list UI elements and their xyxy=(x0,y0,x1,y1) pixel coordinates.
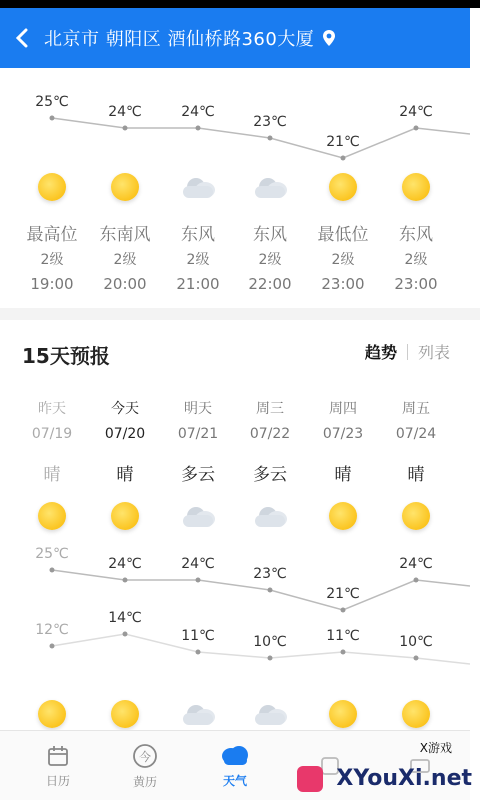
day-condition: 多云 xyxy=(168,460,228,485)
hourly-temp-point xyxy=(123,126,128,131)
day-name: 明天 xyxy=(168,398,228,418)
sun-icon xyxy=(402,173,430,201)
tab-calendar[interactable] xyxy=(13,731,103,801)
high-temp-point xyxy=(268,588,273,593)
sun-icon xyxy=(402,502,430,530)
hour-time: 22:00 xyxy=(240,275,300,293)
hourly-temp-point xyxy=(414,126,419,131)
hour-time: 21:00 xyxy=(168,275,228,293)
hourly-column[interactable] xyxy=(386,220,446,293)
high-temp-point xyxy=(196,578,201,583)
hourly-temp-line xyxy=(0,68,470,188)
sun-icon xyxy=(329,502,357,530)
low-temp-point xyxy=(341,650,346,655)
wind-level: 2级 xyxy=(313,249,373,269)
wind-level: 2级 xyxy=(386,249,446,269)
location-pin-icon[interactable] xyxy=(322,29,336,47)
day-condition: 晴 xyxy=(22,460,82,485)
sun-icon xyxy=(38,700,66,728)
wind-direction: 最低位 xyxy=(313,220,373,245)
hourly-temp-label: 23℃ xyxy=(253,114,287,130)
low-temp-label: 12℃ xyxy=(35,622,69,638)
cloud-icon xyxy=(253,701,287,727)
day-date: 07/22 xyxy=(240,426,300,442)
watermark xyxy=(297,766,472,792)
hour-time: 20:00 xyxy=(95,275,155,293)
sun-icon xyxy=(111,502,139,530)
toggle-trend[interactable]: 趋势 xyxy=(365,340,397,363)
toggle-list[interactable]: 列表 xyxy=(418,340,450,363)
hourly-column[interactable] xyxy=(22,220,82,293)
sun-icon xyxy=(329,173,357,201)
high-temp-point xyxy=(123,578,128,583)
forecast-temp-lines xyxy=(0,320,470,730)
high-temp-label: 25℃ xyxy=(35,546,69,562)
low-temp-point xyxy=(196,650,201,655)
low-temp-label: 11℃ xyxy=(326,628,360,644)
low-temp-point xyxy=(50,644,55,649)
svg-text:今: 今 xyxy=(139,749,151,764)
hour-time: 23:00 xyxy=(313,275,373,293)
wind-level: 2级 xyxy=(95,249,155,269)
wind-direction: 东南风 xyxy=(95,220,155,245)
wind-direction: 东风 xyxy=(168,220,228,245)
day-condition: 晴 xyxy=(95,460,155,485)
back-button[interactable] xyxy=(0,8,44,68)
day-name: 今天 xyxy=(95,398,155,418)
sun-icon xyxy=(111,173,139,201)
wind-level: 2级 xyxy=(168,249,228,269)
watermark-logo-icon xyxy=(297,766,323,792)
hour-time: 19:00 xyxy=(22,275,82,293)
day-date: 07/23 xyxy=(313,426,373,442)
cloud-icon xyxy=(253,503,287,529)
tab-weather[interactable] xyxy=(190,731,280,801)
sun-icon xyxy=(38,502,66,530)
low-temp-label: 14℃ xyxy=(108,610,142,626)
day-name: 昨天 xyxy=(22,398,82,418)
tab-almanac[interactable] xyxy=(100,731,190,801)
high-temp-label: 24℃ xyxy=(399,556,433,572)
sun-icon xyxy=(111,700,139,728)
day-name: 周三 xyxy=(240,398,300,418)
tab-label: 天气 xyxy=(223,772,247,789)
hourly-temp-label: 25℃ xyxy=(35,94,69,110)
chevron-left-icon xyxy=(15,28,29,48)
cloud-icon xyxy=(181,503,215,529)
hourly-column[interactable] xyxy=(168,220,228,293)
low-temp-label: 10℃ xyxy=(253,634,287,650)
high-temp-point xyxy=(341,608,346,613)
wind-direction: 东风 xyxy=(386,220,446,245)
watermark-text: XYouXi.net xyxy=(336,766,472,791)
high-temp-point xyxy=(414,578,419,583)
hourly-temp-point xyxy=(268,136,273,141)
wind-direction: 最高位 xyxy=(22,220,82,245)
hourly-temp-label: 24℃ xyxy=(108,104,142,120)
high-temp-label: 24℃ xyxy=(181,556,215,572)
fifteen-day-forecast xyxy=(0,320,470,730)
location-header xyxy=(0,8,470,68)
day-date: 07/21 xyxy=(168,426,228,442)
location-title[interactable]: 北京市 朝阳区 酒仙桥路360大厦 xyxy=(44,25,314,51)
high-temp-point xyxy=(50,568,55,573)
day-date: 07/24 xyxy=(386,426,446,442)
low-temp-point xyxy=(123,632,128,637)
sun-icon xyxy=(38,173,66,201)
hourly-temp-label: 21℃ xyxy=(326,134,360,150)
section-title: 15天预报 xyxy=(22,340,110,369)
day-condition: 晴 xyxy=(386,460,446,485)
hourly-temp-label: 24℃ xyxy=(181,104,215,120)
day-name: 周五 xyxy=(386,398,446,418)
hour-time: 23:00 xyxy=(386,275,446,293)
calendar-icon xyxy=(46,744,70,768)
low-temp-point xyxy=(414,656,419,661)
high-temp-label: 23℃ xyxy=(253,566,287,582)
day-date: 07/20 xyxy=(95,426,155,442)
hourly-column[interactable] xyxy=(240,220,300,293)
high-temp-label: 24℃ xyxy=(108,556,142,572)
status-bar xyxy=(0,0,480,8)
day-condition: 晴 xyxy=(313,460,373,485)
cloud-icon xyxy=(220,744,250,768)
almanac-icon xyxy=(132,743,158,769)
cloud-icon xyxy=(181,174,215,200)
low-temp-point xyxy=(268,656,273,661)
tab-label: 日历 xyxy=(46,772,70,789)
wind-direction: 东风 xyxy=(240,220,300,245)
tab-label: 黄历 xyxy=(133,773,157,790)
hourly-column[interactable] xyxy=(95,220,155,293)
high-temp-label: 21℃ xyxy=(326,586,360,602)
wind-level: 2级 xyxy=(22,249,82,269)
day-condition: 多云 xyxy=(240,460,300,485)
hourly-temp-label: 24℃ xyxy=(399,104,433,120)
sun-icon xyxy=(329,700,357,728)
cloud-icon xyxy=(181,701,215,727)
watermark-top: X游戏 xyxy=(420,739,452,756)
cloud-icon xyxy=(253,174,287,200)
day-name: 周四 xyxy=(313,398,373,418)
sun-icon xyxy=(402,700,430,728)
hourly-temp-point xyxy=(196,126,201,131)
low-temp-label: 10℃ xyxy=(399,634,433,650)
day-date: 07/19 xyxy=(22,426,82,442)
hourly-temp-point xyxy=(50,116,55,121)
hourly-column[interactable] xyxy=(313,220,373,293)
low-temp-label: 11℃ xyxy=(181,628,215,644)
hourly-temp-point xyxy=(341,156,346,161)
section-divider xyxy=(0,308,480,320)
hourly-forecast[interactable] xyxy=(0,68,470,308)
wind-level: 2级 xyxy=(240,249,300,269)
